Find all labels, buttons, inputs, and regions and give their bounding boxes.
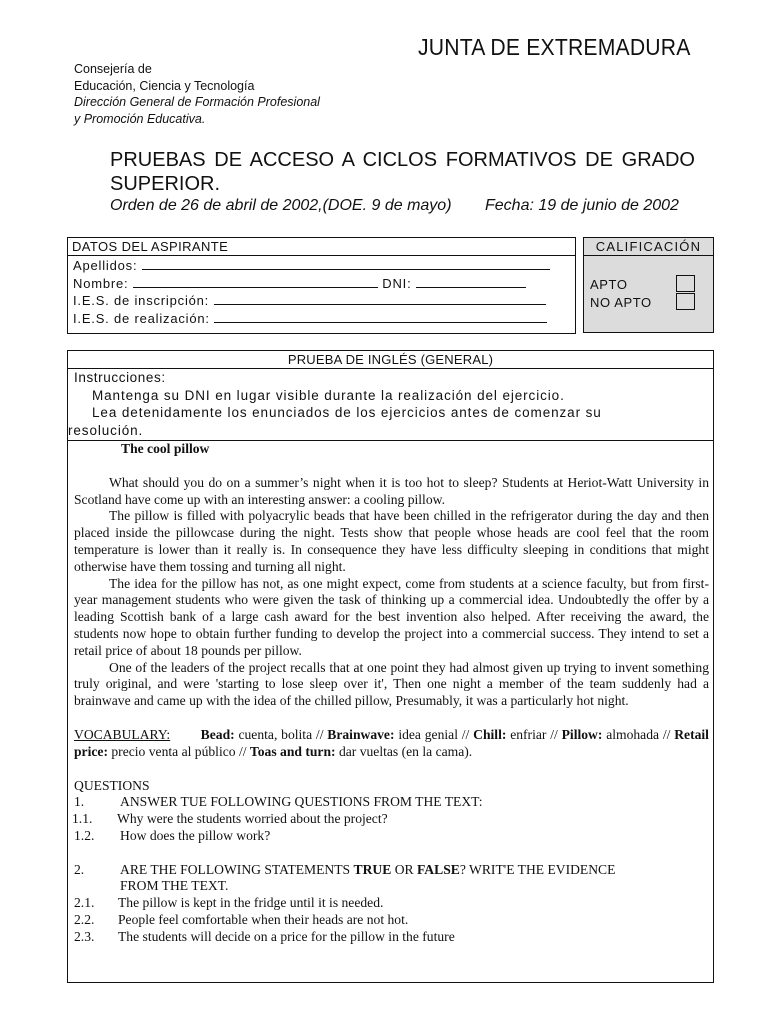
grade-box [583,237,714,333]
question-1-2-text: How does the pillow work? [120,827,271,843]
vocab-def-retail: precio venta al público // [111,743,247,759]
dni-label: DNI: [382,275,412,291]
question-1-1-number: 1.1. [72,811,93,827]
statement-2-3-number: 2.3. [74,928,95,944]
statement-2-1-number: 2.1. [74,895,95,911]
applicant-data-title: DATOS DEL ASPIRANTE [68,238,575,256]
vocab-def-pillow: almohada // [606,726,671,742]
dept-line-3: Dirección General de Formación Profesional [74,95,320,109]
exam-date: Fecha: 19 de junio de 2002 [485,197,679,214]
story-paragraph-1: What should you do on a summer’s night when it is too hot to sleep? Students at Heriot-Watt University in Scotland have come up with an interesting answer: a cooling pillow. [74,474,709,507]
false-keyword: FALSE [417,861,460,877]
vocab-def-toss: dar vueltas (en la cama). [338,743,473,759]
questions-block [74,778,709,946]
vocab-term-brainwave: Brainwave: [327,726,395,742]
ies-inscription-label: I.E.S. de inscripción: [73,293,210,308]
statement-2-2 [74,912,709,929]
statement-2-1-text: The pillow is kept in the fridge until it is needed. [118,895,384,911]
vocab-term-pillow: Pillow: [561,726,603,742]
vocab-term-retail: Retail price: [74,726,709,759]
institution-title: JUNTA DE EXTREMADURA [418,34,691,60]
section-1-heading [74,794,709,811]
question-1-1-text: Why were the students worried about the project? [117,811,388,827]
statement-2-2-number: 2.2. [74,911,95,927]
dni-field[interactable] [416,276,526,288]
surname-row [68,257,575,275]
order-reference: Orden de 26 de abril de 2002,(DOE. 9 de mayo) [110,197,452,214]
department-block [74,61,320,127]
fail-label: NO APTO [590,295,652,310]
vocab-term-chill: Chill: [473,726,507,742]
vocabulary-label: VOCABULARY: [74,726,171,742]
order-line [110,197,695,215]
vocab-def-brainwave: idea genial // [398,726,470,742]
story-title: The cool pillow [121,441,210,456]
fail-checkbox[interactable] [676,293,695,310]
reading-content [68,441,713,946]
statement-2-3-text: The students will decide on a price for the pillow in the future [118,928,455,944]
instructions-block [68,369,713,441]
exam-title: PRUEBAS DE ACCESO A CICLOS FORMATIVOS DE GRADO SUPERIOR. [110,149,695,195]
ies-inscription-row [68,292,575,310]
story-paragraph-2: The pillow is filled with polyacrylic beads that have been chilled in the refrigerator during the day and then placed inside the pillowcase during the night. Tests show that people whose heads are cool feel that the room temperature is lower than it really is. In consequence they have less difficulty sleeping in conditions that might otherwise have them tossing and turning all night. [74,508,709,574]
section-2-text-b: ? WRIT'E THE EVIDENCE [459,861,616,877]
section-2-heading [74,862,709,879]
name-field[interactable] [133,276,378,288]
name-label: Nombre: [73,275,129,291]
question-1-1 [74,811,709,828]
vocabulary-block [74,727,709,761]
pass-checkbox[interactable] [676,275,695,292]
question-1-2-number: 1.2. [74,827,95,843]
ies-realization-field[interactable] [214,311,547,323]
questions-title: QUESTIONS [74,777,150,793]
instruction-2b: resolución. [68,422,144,438]
vocab-def-bead: cuenta, bolita // [238,726,324,742]
applicant-data-box [67,237,576,334]
grade-title: CALIFICACIÓN [584,238,713,256]
section-2-text-a: ARE THE FOLLOWING STATEMENTS [120,861,351,877]
section-2-heading-cont [74,878,709,895]
exam-section-title: PRUEBA DE INGLÉS (GENERAL) [68,351,713,369]
story-paragraph-4: One of the leaders of the project recalls that at one point they had almost given up trying to invent something truly original, and were 'starting to lose sleep over it', Then one night a member of the team suddenly had a brainwave and came up with the idea of the chilled pillow, Presumably, it was a particularly hot night. [74,659,709,709]
question-1-2 [74,828,709,845]
dept-line-4: y Promoción Educativa. [74,111,206,126]
section-2-text-c: FROM THE TEXT. [120,878,229,894]
statement-2-2-text: People feel comfortable when their heads are not hot. [118,911,409,927]
ies-inscription-field[interactable] [214,293,546,305]
dept-line-2: Educación, Ciencia y Tecnología [74,78,255,93]
section-1-number: 1. [74,794,85,810]
section-2-text [120,862,615,879]
instruction-2a: Lea detenidamente los enunciados de los ejercicios antes de comenzar su [92,405,602,420]
surname-field[interactable] [142,258,550,270]
exam-box [67,350,714,983]
section-2-number: 2. [74,861,85,877]
surname-label: Apellidos: [73,258,138,273]
vocab-term-toss: Toas and turn: [249,743,336,759]
instructions-title: Instrucciones: [74,370,166,385]
ies-realization-label: I.E.S. de realización: [73,310,210,326]
vocab-term-bead: Bead: [200,726,235,742]
statement-2-3 [74,929,709,946]
or-word: OR [394,861,414,877]
name-row [68,275,575,293]
statement-2-1 [74,895,709,912]
dept-line-1: Consejería de [74,62,152,76]
vocab-def-chill: enfriar // [510,726,558,742]
instruction-1: Mantenga su DNI en lugar visible durante la realización del ejercicio. [92,387,565,403]
ies-realization-row [68,310,575,328]
section-1-text: ANSWER TUE FOLLOWING QUESTIONS FROM THE TEXT: [120,794,483,810]
pass-label: APTO [590,277,628,292]
true-keyword: TRUE [353,861,392,877]
story-paragraph-3: The idea for the pillow has not, as one might expect, come from students at a science faculty, but from first-year management students who were given the task of thinking up a commercial idea. Undoubtedly the offer by a leading Scottish bank of a large cash award for the best invention also helped. After receiving the award, the students now hope to obtain further funding to develop the project into a commercial success. They intend to set a retail price of about 18 pounds per pillow. [74,575,709,658]
